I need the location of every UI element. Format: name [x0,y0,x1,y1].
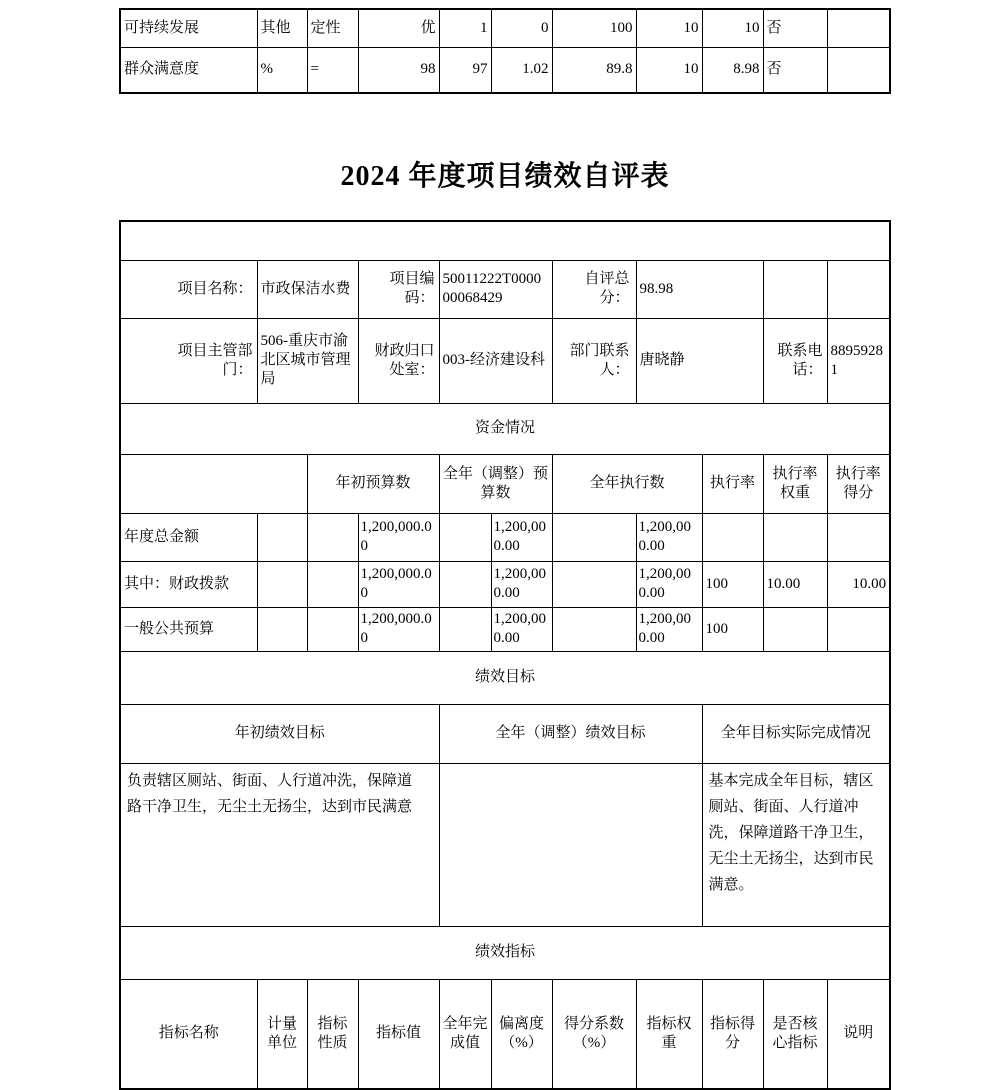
funds-row-label: 其中：财政拨款 [120,561,257,607]
weight-cell: 10 [636,47,702,93]
department-label: 项目主管部门： [120,318,257,403]
table-row [120,47,890,93]
nature-cell: 定性 [307,9,358,47]
score-cell: 10 [702,9,763,47]
blank-row [120,221,890,260]
weight-header: 指标权重 [636,979,702,1089]
initial-goal-text: 负责辖区厕站、街面、人行道冲洗，保障道路干净卫生，无尘土无扬尘，达到市民满意 [120,763,439,926]
funds-section-row [120,403,890,454]
rate-weight-value [763,513,827,561]
page-title: 2024 年度项目绩效自评表 [340,161,670,192]
empty-cell [257,561,307,607]
deviation-cell: 0 [491,9,552,47]
nature-header: 指标性质 [307,979,358,1089]
goals-section-title: 绩效目标 [120,651,890,704]
adjusted-budget-value: 1,200,000.00 [491,513,552,561]
project-name-value: 市政保洁水费 [257,260,358,318]
adjusted-budget-header: 全年（调整）预算数 [439,454,552,513]
completed-value-cell: 1 [439,9,491,47]
deviation-cell: 1.02 [491,47,552,93]
initial-budget-value: 1,200,000.00 [358,561,439,607]
phone-value: 88959281 [827,318,890,403]
empty-cell [439,513,491,561]
funds-row-label: 一般公共预算 [120,607,257,651]
funds-row-public-budget [120,607,890,651]
department-value: 506-重庆市渝北区城市管理局 [257,318,358,403]
indicator-name-cell: 群众满意度 [120,47,257,93]
project-code-label: 项目编码： [358,260,439,318]
execution-rate-value: 100 [702,561,763,607]
target-value-cell: 优 [358,9,439,47]
initial-goal-header: 年初绩效目标 [120,704,439,763]
phone-label: 联系电话： [763,318,827,403]
rate-score-value: 10.00 [827,561,890,607]
funds-row-fiscal [120,561,890,607]
note-header: 说明 [827,979,890,1089]
target-value-cell: 98 [358,47,439,93]
execution-rate-header: 执行率 [702,454,763,513]
indicators-section-title: 绩效指标 [120,926,890,979]
table-row [120,9,890,47]
indicator-name-cell: 可持续发展 [120,9,257,47]
empty-cell [307,561,358,607]
empty-cell [439,607,491,651]
completed-value-header: 全年完成值 [439,979,491,1089]
initial-budget-value: 1,200,000.00 [358,513,439,561]
goals-header-row [120,704,890,763]
execution-rate-value: 100 [702,607,763,651]
rate-weight-value: 10.00 [763,561,827,607]
score-coefficient-header: 得分系数（%） [552,979,636,1089]
indicator-name-header: 指标名称 [120,979,257,1089]
actual-completion-text: 基本完成全年目标，辖区厕站、街面、人行道冲洗，保障道路干净卫生，无尘土无扬尘，达到市民满意。 [702,763,890,926]
department-info-row [120,318,890,403]
weight-cell: 10 [636,9,702,47]
contact-label: 部门联系人： [552,318,636,403]
goals-section-row [120,651,890,704]
rate-score-header: 执行率得分 [827,454,890,513]
funds-row-label: 年度总金额 [120,513,257,561]
finance-office-label: 财政归口处室： [358,318,439,403]
unit-cell: 其他 [257,9,307,47]
core-indicator-cell: 否 [763,9,827,47]
actual-completion-header: 全年目标实际完成情况 [702,704,890,763]
note-cell [827,9,890,47]
self-score-value: 98.98 [636,260,763,318]
empty-cell [307,513,358,561]
adjusted-budget-value: 1,200,000.00 [491,561,552,607]
unit-cell: % [257,47,307,93]
initial-budget-value: 1,200,000.00 [358,607,439,651]
rate-score-value [827,607,890,651]
empty-cell [120,454,307,513]
score-header: 指标得分 [702,979,763,1089]
rate-weight-value [763,607,827,651]
adjusted-goal-text [439,763,702,926]
rate-score-value [827,513,890,561]
deviation-header: 偏离度（%） [491,979,552,1089]
top-indicator-table [119,8,891,94]
project-name-label: 项目名称： [120,260,257,318]
funds-header-row [120,454,890,513]
note-cell [827,47,890,93]
score-cell: 8.98 [702,47,763,93]
adjusted-goal-header: 全年（调整）绩效目标 [439,704,702,763]
initial-budget-header: 年初预算数 [307,454,439,513]
unit-header: 计量单位 [257,979,307,1089]
self-score-label: 自评总分： [552,260,636,318]
target-value-header: 指标值 [358,979,439,1089]
completed-value-cell: 97 [439,47,491,93]
finance-office-value: 003-经济建设科 [439,318,552,403]
project-code-value: 50011222T000000068429 [439,260,552,318]
empty-cell [257,513,307,561]
funds-row-total [120,513,890,561]
contact-value: 唐晓静 [636,318,763,403]
empty-cell [552,607,636,651]
empty-cell [257,607,307,651]
blank-cell [120,221,890,260]
executed-header: 全年执行数 [552,454,702,513]
executed-value: 1,200,000.00 [636,561,702,607]
execution-rate-value [702,513,763,561]
indicators-section-row [120,926,890,979]
executed-value: 1,200,000.00 [636,607,702,651]
goals-content-row [120,763,890,926]
project-info-row [120,260,890,318]
score-coefficient-cell: 89.8 [552,47,636,93]
empty-cell [827,260,890,318]
adjusted-budget-value: 1,200,000.00 [491,607,552,651]
nature-cell: = [307,47,358,93]
indicators-header-row [120,979,890,1089]
core-indicator-cell: 否 [763,47,827,93]
core-indicator-header: 是否核心指标 [763,979,827,1089]
score-coefficient-cell: 100 [552,9,636,47]
empty-cell [552,513,636,561]
funds-section-title: 资金情况 [120,403,890,454]
executed-value: 1,200,000.00 [636,513,702,561]
empty-cell [307,607,358,651]
rate-weight-header: 执行率权重 [763,454,827,513]
self-evaluation-table [119,220,891,1090]
empty-cell [552,561,636,607]
empty-cell [763,260,827,318]
empty-cell [439,561,491,607]
